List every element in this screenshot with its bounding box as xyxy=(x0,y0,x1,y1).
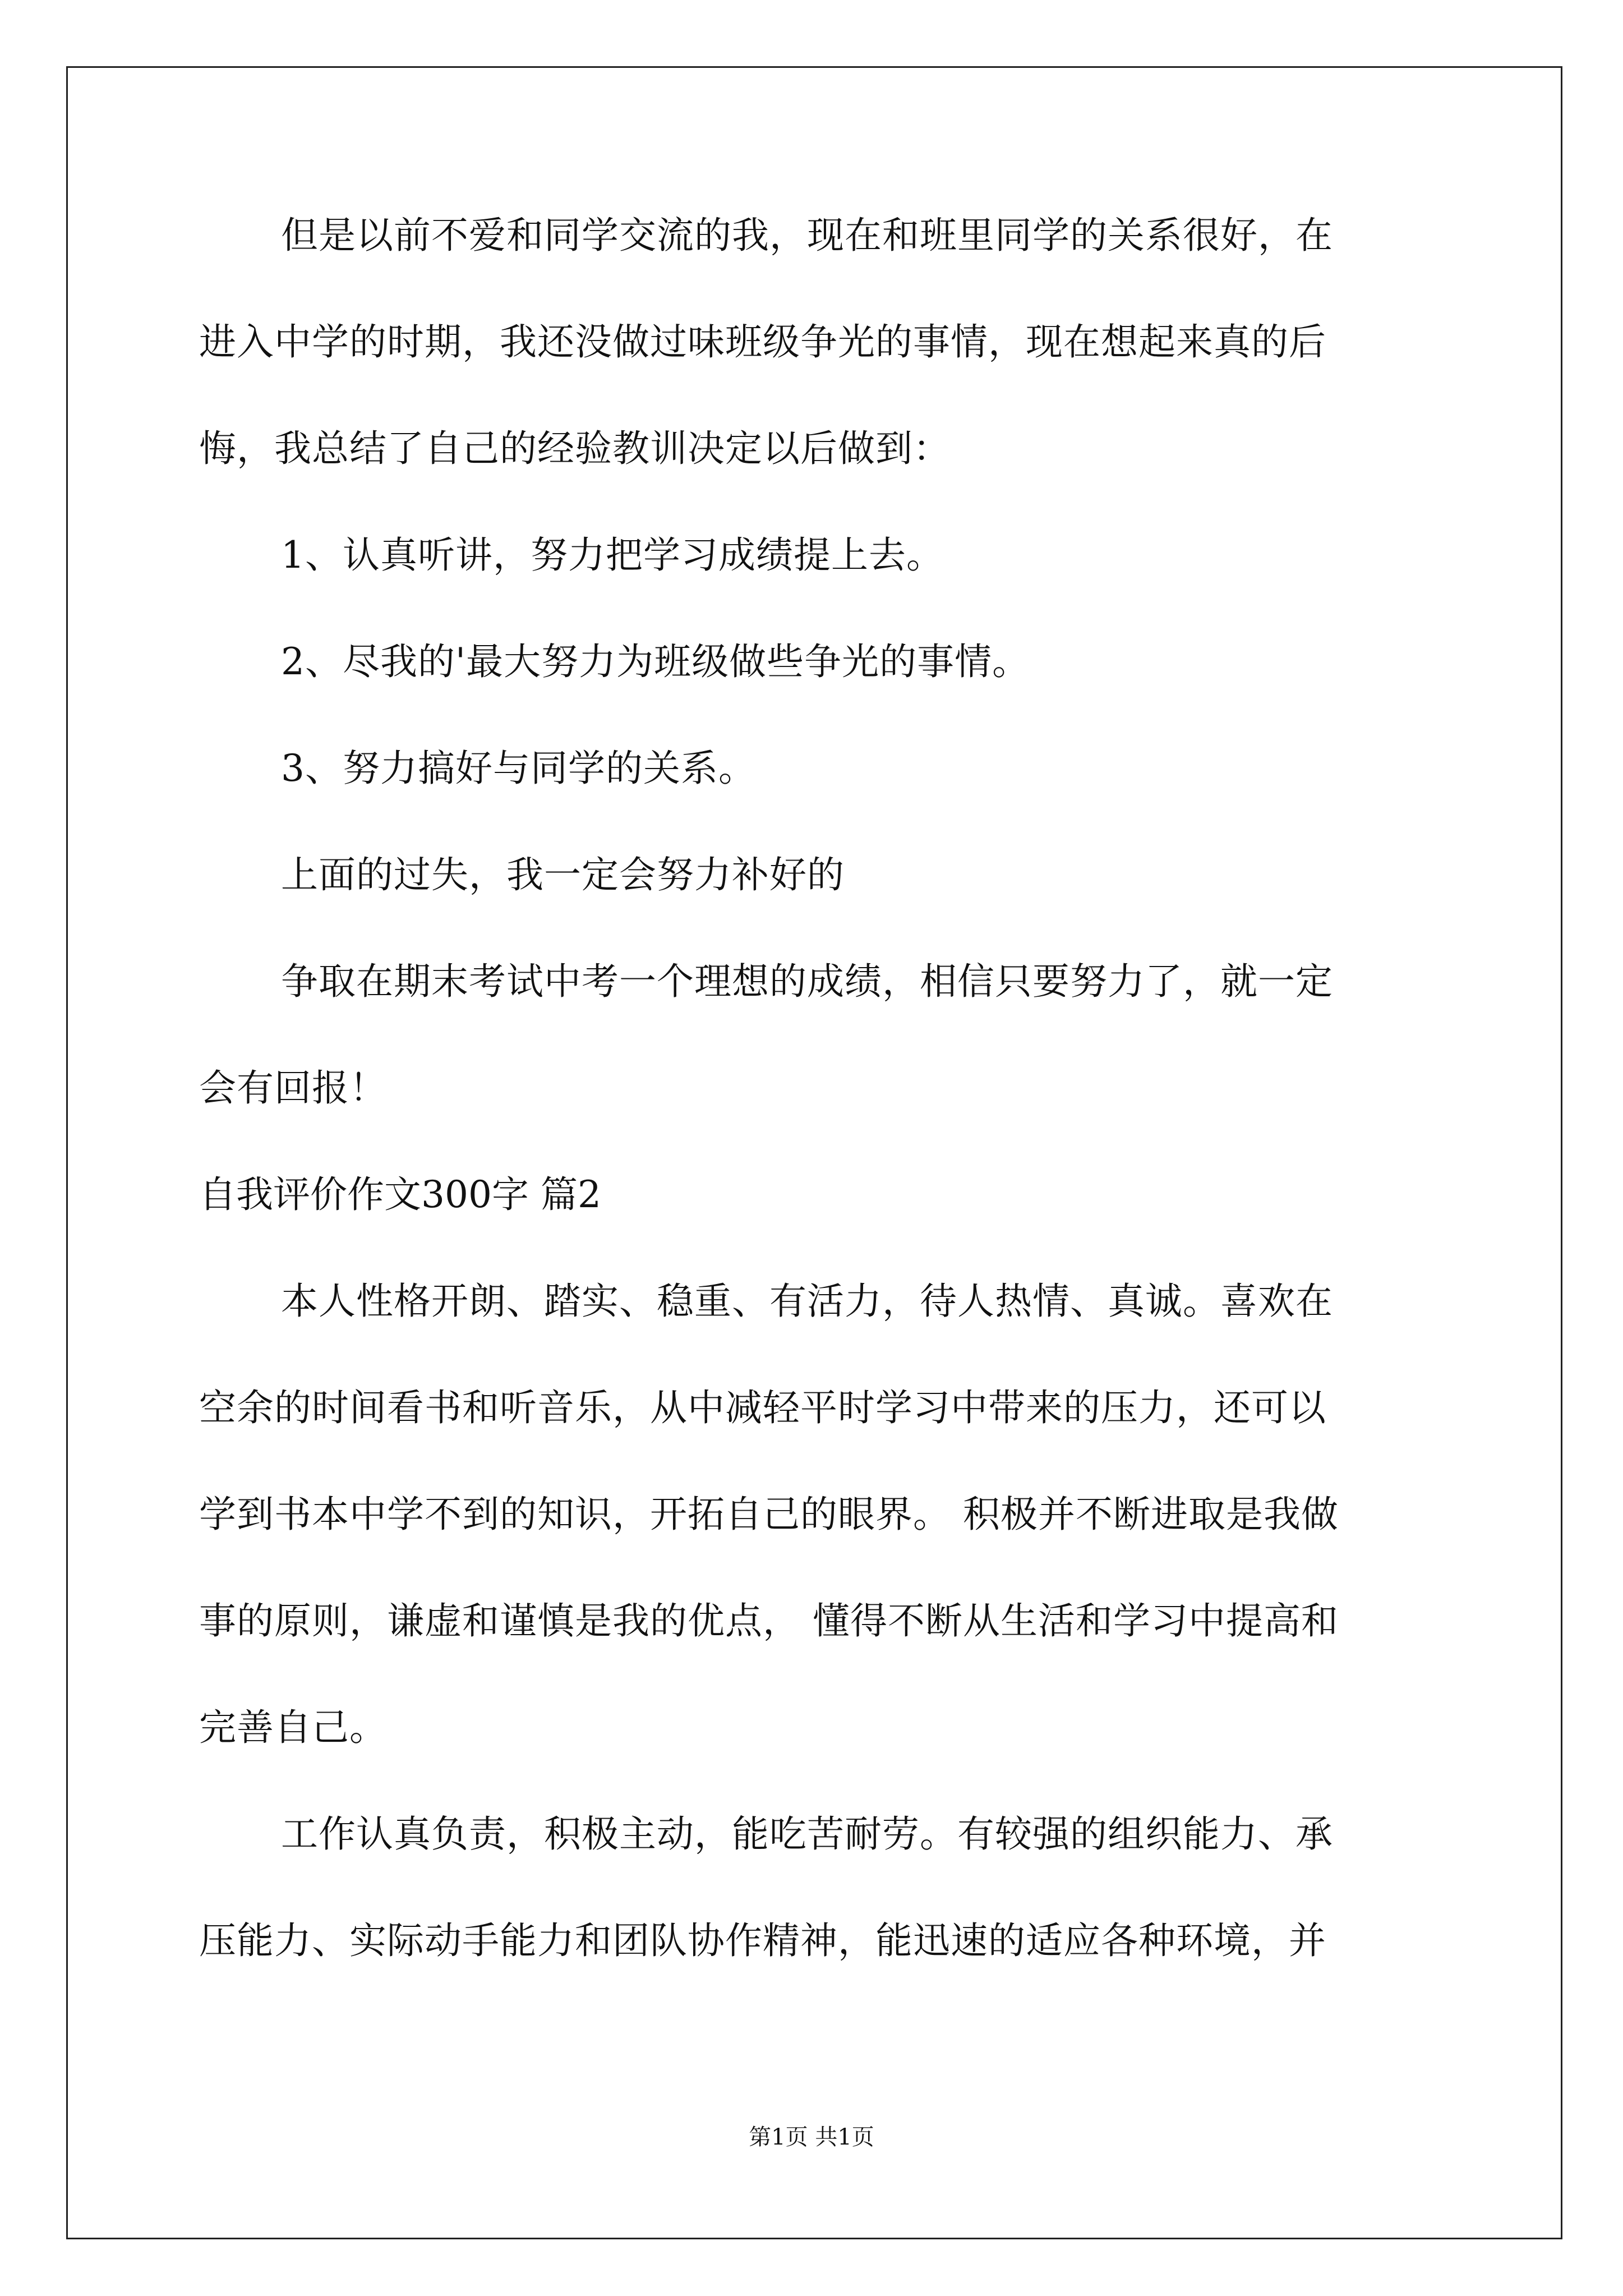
page-frame xyxy=(66,66,1562,2239)
paragraph-line: 压能力、实际动手能力和团队协作精神，能迅速的适应各种环境，并 xyxy=(199,1919,1326,1962)
paragraph-line: 工作认真负责，积极主动，能吃苦耐劳。有较强的组织能力、承 xyxy=(281,1812,1333,1856)
paragraph-line: 空余的时间看书和听音乐，从中减轻平时学习中带来的压力，还可以 xyxy=(199,1386,1326,1429)
section-heading: 自我评价作文300字 篇2 xyxy=(199,1173,601,1216)
paragraph-line: 完善自己。 xyxy=(199,1706,387,1749)
paragraph-line: 事的原则，谦虚和谨慎是我的优点， 懂得不断从生活和学习中提高和 xyxy=(199,1599,1339,1642)
list-item: 1、认真听讲，努力把学习成绩提上去。 xyxy=(281,533,944,577)
page-number: 第1页 共1页 xyxy=(749,2124,874,2150)
paragraph-line: 悔，我总结了自己的经验教训决定以后做到： xyxy=(199,427,951,470)
paragraph-line: 争取在期末考试中考一个理想的成绩，相信只要努力了，就一定 xyxy=(281,960,1333,1003)
paragraph-line: 会有回报！ xyxy=(199,1066,387,1110)
paragraph-line: 学到书本中学不到的知识，开拓自己的眼界。 积极并不断进取是我做 xyxy=(199,1493,1339,1536)
list-item: 3、努力搞好与同学的关系。 xyxy=(281,747,756,790)
list-item: 2、尽我的'最大努力为班级做些争光的事情。 xyxy=(281,640,1030,683)
paragraph-line: 本人性格开朗、踏实、稳重、有活力，待人热情、真诚。喜欢在 xyxy=(281,1280,1333,1323)
paragraph-line: 但是以前不爱和同学交流的我，现在和班里同学的关系很好，在 xyxy=(281,214,1333,257)
paragraph-line: 上面的过失，我一定会努力补好的 xyxy=(281,853,845,896)
paragraph-line: 进入中学的时期，我还没做过味班级争光的事情，现在想起来真的后 xyxy=(199,320,1326,364)
